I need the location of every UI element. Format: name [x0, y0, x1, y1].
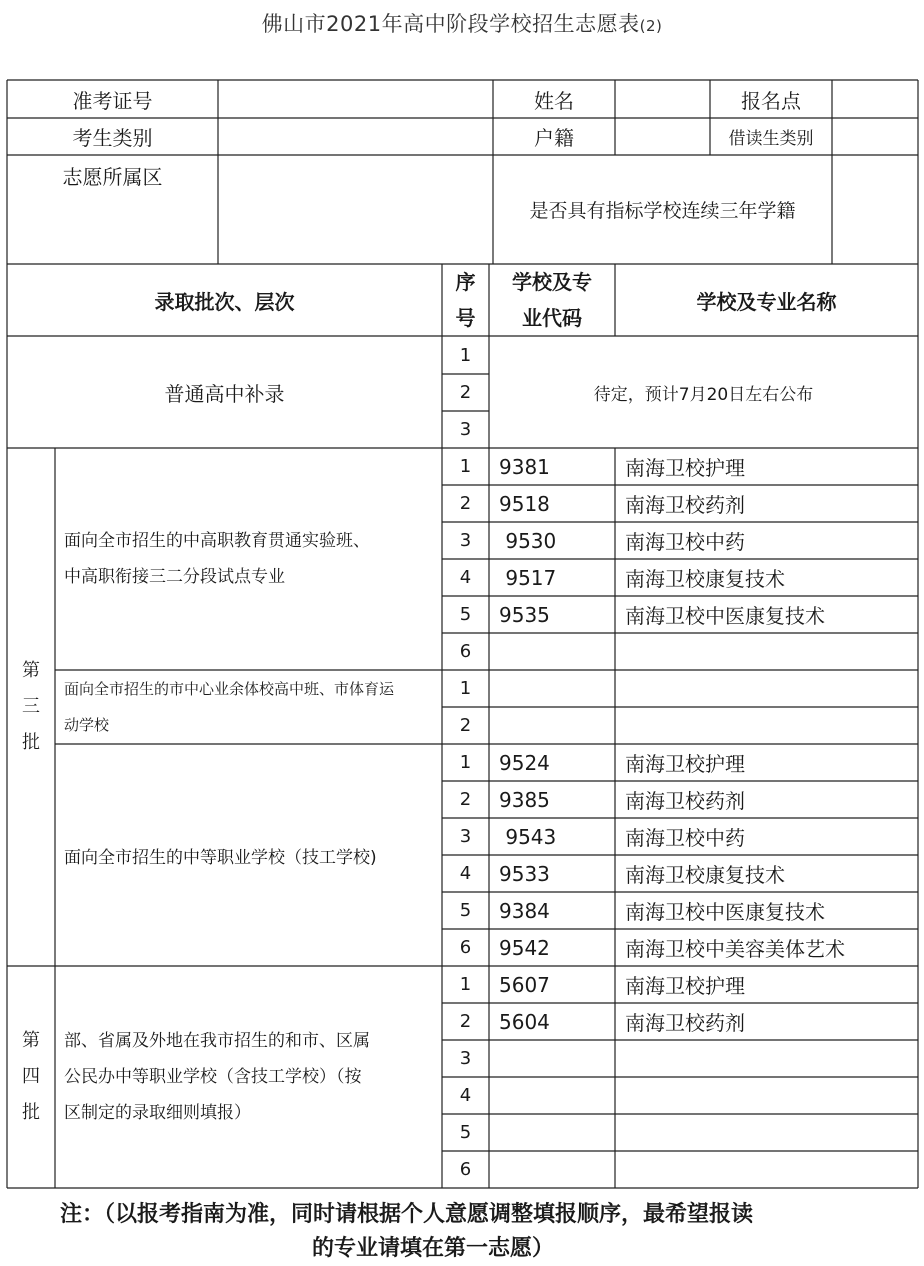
putong-label: 普通高中补录 [164, 381, 285, 406]
category-field[interactable] [218, 118, 493, 155]
table-row-code[interactable] [489, 707, 615, 744]
table-row-name[interactable]: 南海卫校中美容美体艺术 [625, 937, 845, 961]
table-row-name[interactable] [615, 670, 918, 707]
table-row-seq: 4 [459, 1085, 472, 1106]
table-row-code[interactable]: 9517 [499, 565, 557, 590]
footer-note [60, 1198, 920, 1266]
table-row-code[interactable]: 9384 [499, 898, 550, 923]
table-row-code[interactable]: 9385 [499, 787, 550, 812]
group-a-label-line1: 面向全市招生的中高职教育贯通实验班、 [64, 531, 370, 551]
table-row-seq: 6 [459, 937, 472, 958]
batch3-char-1: 第 [22, 660, 40, 681]
column-seq-line2: 号 [455, 306, 476, 330]
batch3-group-b-label [55, 670, 442, 744]
table-row-name[interactable]: 南海卫校药剂 [625, 1011, 745, 1035]
table-row-name[interactable]: 南海卫校护理 [625, 974, 745, 998]
batch3-label [7, 448, 55, 966]
table-row-seq: 3 [459, 530, 472, 551]
table-row-name[interactable]: 南海卫校中药 [625, 826, 745, 850]
table-row-seq: 1 [459, 678, 472, 699]
column-name: 学校及专业名称 [696, 289, 837, 314]
column-seq [442, 264, 489, 336]
table-row-seq: 2 [459, 715, 472, 736]
batch4-desc-line2: 公民办中等职业学校（含技工学校）（按 [64, 1067, 362, 1087]
batch4-char-3: 批 [22, 1102, 40, 1123]
reg-point-label: 报名点 [741, 88, 801, 113]
table-row-seq: 5 [459, 900, 472, 921]
batch3-group-c-label: 面向全市招生的中等职业学校（技工学校) [64, 847, 377, 868]
batch4-description [55, 966, 442, 1188]
borrow-label: 借读生类别 [728, 129, 814, 149]
footer-note-line1: 注：（以报考指南为准，同时请根据个人意愿调整填报顺序，最希望报读 [60, 1202, 754, 1227]
table-row-code[interactable] [489, 1040, 615, 1077]
table-row-code[interactable] [489, 633, 615, 670]
table-row-seq: 2 [459, 789, 472, 810]
table-row-name[interactable]: 南海卫校药剂 [625, 789, 745, 813]
batch4-desc-line1: 部、省属及外地在我市招生的和市、区属 [64, 1031, 370, 1051]
table-row-code[interactable]: 5604 [499, 1009, 550, 1034]
table-row-code[interactable]: 9535 [499, 602, 550, 627]
table-row-seq: 3 [459, 1048, 472, 1069]
table-row-code[interactable]: 9542 [499, 935, 550, 960]
batch3-group-a-label [55, 448, 442, 670]
table-row-name[interactable]: 南海卫校中药 [625, 530, 745, 554]
continuous-field[interactable] [832, 155, 918, 264]
table-row-code[interactable]: 5607 [499, 972, 550, 997]
huji-label: 户籍 [534, 126, 574, 150]
batch4-label [7, 966, 55, 1188]
table-row-seq: 2 [459, 493, 472, 514]
table-row-code[interactable]: 9518 [499, 491, 550, 516]
group-b-label-line2: 动学校 [64, 716, 110, 734]
table-row-name[interactable]: 南海卫校护理 [625, 456, 745, 480]
table-row-seq: 4 [459, 567, 472, 588]
table-row-name[interactable]: 南海卫校中医康复技术 [625, 900, 825, 924]
batch4-desc-line3: 区制定的录取细则填报） [64, 1103, 251, 1123]
table-row-name[interactable] [615, 707, 918, 744]
table-row-name[interactable] [615, 633, 918, 670]
continuous-label: 是否具有指标学校连续三年学籍 [529, 200, 796, 222]
table-row-seq: 4 [459, 863, 472, 884]
table-row-name[interactable]: 南海卫校护理 [625, 752, 745, 776]
batch4-char-1: 第 [22, 1030, 40, 1051]
putong-seq-2: 2 [459, 382, 472, 403]
table-row-seq: 1 [459, 974, 472, 995]
batch4-char-2: 四 [22, 1066, 40, 1087]
table-row-code[interactable]: 9533 [499, 861, 550, 886]
column-seq-line1: 序 [455, 270, 476, 294]
group-a-label-line2: 中高职衔接三二分段试点专业 [64, 567, 285, 587]
table-row-code[interactable] [489, 1151, 615, 1188]
name-label: 姓名 [534, 88, 574, 113]
table-row-name[interactable] [615, 1077, 918, 1114]
column-batch: 录取批次、层次 [154, 289, 295, 314]
form-title-suffix: (2) [639, 17, 663, 35]
table-row-code[interactable]: 9543 [499, 824, 557, 849]
table-row-name[interactable]: 南海卫校康复技术 [625, 863, 785, 887]
table-row-code[interactable] [489, 670, 615, 707]
footer-note-line2: 的专业请填在第一志愿） [312, 1236, 555, 1261]
table-row-code[interactable] [489, 1077, 615, 1114]
category-label: 考生类别 [72, 126, 153, 150]
column-code-line2: 业代码 [522, 306, 582, 330]
table-row-name[interactable]: 南海卫校药剂 [625, 493, 745, 517]
table-row-code[interactable]: 9524 [499, 750, 550, 775]
table-row-name[interactable]: 南海卫校康复技术 [625, 567, 785, 591]
borrow-field[interactable] [832, 118, 918, 155]
table-row-seq: 6 [459, 641, 472, 662]
batch3-char-3: 批 [22, 732, 40, 753]
exam-no-label: 准考证号 [72, 88, 153, 113]
group-b-label-line1: 面向全市招生的市中心业余体校高中班、市体育运 [64, 680, 395, 698]
table-row-code[interactable]: 9530 [499, 528, 557, 553]
table-row-seq: 3 [459, 826, 472, 847]
table-row-seq: 1 [459, 456, 472, 477]
batch3-char-2: 三 [22, 696, 40, 717]
table-row-name[interactable]: 南海卫校中医康复技术 [625, 604, 825, 628]
reg-point-field[interactable] [832, 80, 918, 118]
table-row-code[interactable]: 9381 [499, 454, 550, 479]
table-row-name[interactable] [615, 1114, 918, 1151]
table-row-seq: 6 [459, 1159, 472, 1180]
name-field[interactable] [615, 80, 710, 118]
putong-note: 待定，预计7月20日左右公布 [593, 384, 814, 405]
table-row-seq: 1 [459, 752, 472, 773]
exam-no-field[interactable] [218, 80, 493, 118]
putong-seq-1: 1 [459, 344, 472, 366]
column-code-line1: 学校及专 [512, 270, 592, 294]
table-row-name[interactable] [615, 1151, 918, 1188]
putong-seq-3: 3 [459, 419, 472, 440]
table-row-name[interactable] [615, 1040, 918, 1077]
district-label: 志愿所属区 [62, 164, 163, 189]
table-row-seq: 5 [459, 1122, 472, 1143]
table-row-code[interactable] [489, 1114, 615, 1151]
huji-field[interactable] [615, 118, 710, 155]
form-title-text: 佛山市2021年高中阶段学校招生志愿表 [261, 12, 640, 36]
table-row-seq: 2 [459, 1011, 472, 1032]
table-row-seq: 5 [459, 604, 472, 625]
district-field[interactable] [218, 155, 493, 264]
column-code [489, 264, 615, 336]
